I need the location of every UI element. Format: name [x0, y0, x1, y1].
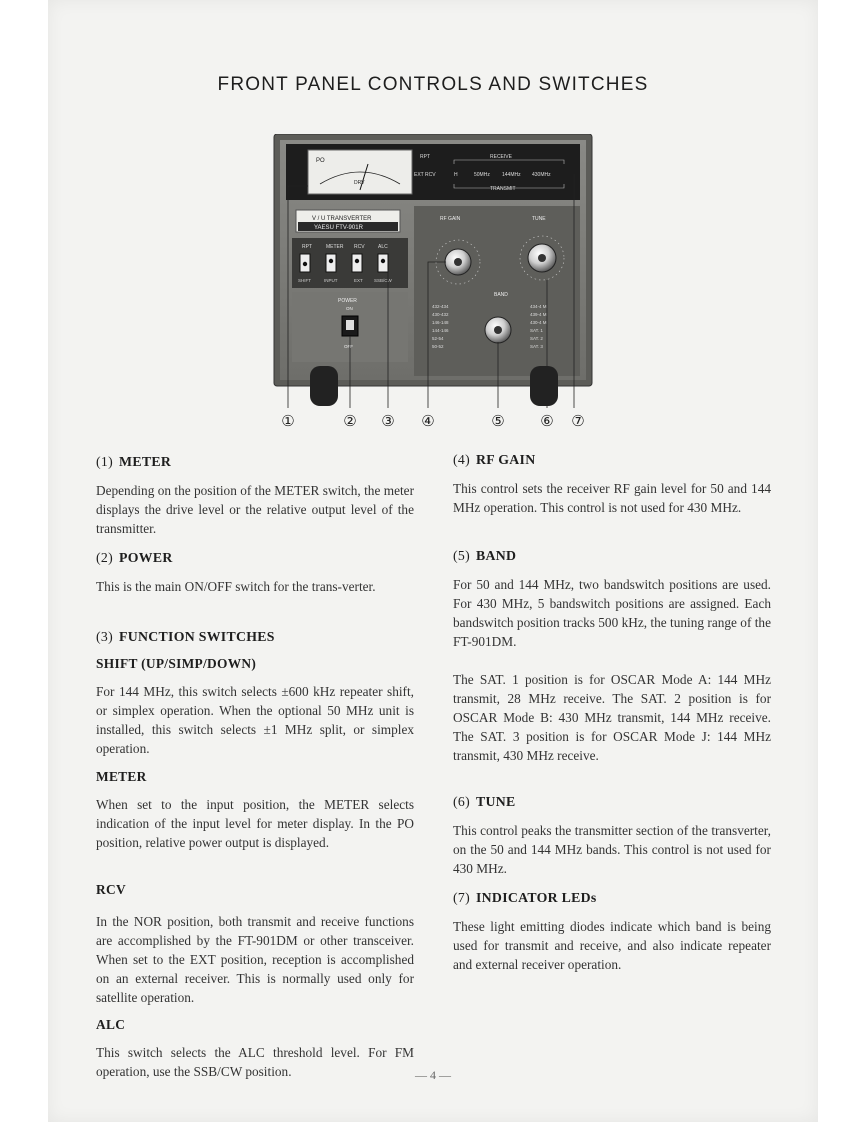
section-4-heading: (4) RF GAIN: [453, 452, 536, 467]
band-left-1: 430-432: [432, 312, 449, 317]
section-indicator-leds: [453, 888, 771, 974]
band-left-0: 432-434: [432, 304, 449, 309]
foot-left: [310, 366, 338, 406]
section-5-heading: (5) BAND: [453, 548, 517, 563]
shift-heading: SHIFT (UP/SIMP/DOWN): [96, 656, 257, 671]
callout-6: ⑥: [540, 412, 554, 430]
band-right-0: 434-4 M: [530, 304, 547, 309]
page-number: — 4 —: [415, 1068, 451, 1082]
section-tune: [453, 792, 771, 878]
callout-2: ②: [343, 412, 357, 430]
callout-3: ③: [381, 412, 395, 430]
section-meter: [96, 452, 414, 538]
band-right-4: SAT. 2: [530, 336, 543, 341]
shift-body: For 144 MHz, this switch selects ±600 kHz repeater shift, or simplex operation. When the optional 50 MHz unit is installed, this switch selects ±1 MHz split, or simplex operation.: [96, 684, 414, 756]
rf-gain-label: RF GAIN: [440, 216, 461, 222]
switch-label-rpt: RPT: [302, 244, 312, 250]
switch-sub-input: INPUT: [324, 278, 338, 283]
band-knob: [485, 317, 511, 343]
ext-rcv-label: EXT RCV: [414, 172, 436, 178]
meter-sub-body: When set to the input position, the METER selects indication of the input level for meter display. In the PO position, relative power output is displayed.: [96, 797, 414, 850]
led-144-label: 144MHz: [502, 172, 521, 178]
led-50-label: 50MHz: [474, 172, 490, 178]
alc-body: This switch selects the ALC threshold level. For FM operation, use the SSB/CW position.: [96, 1045, 414, 1079]
callout-4: ④: [421, 412, 435, 430]
page-title: FRONT PANEL CONTROLS AND SWITCHES: [217, 74, 649, 95]
section-2-heading: (2) POWER: [96, 550, 173, 565]
section-1-heading: (1) METER: [96, 454, 172, 469]
switch-sub-ssbcw: SSB/CW: [374, 278, 392, 283]
band-right-3: SAT. 1: [530, 328, 543, 333]
callout-1: ①: [281, 412, 295, 430]
power-label: POWER: [338, 298, 357, 304]
meter-sub: DRV: [354, 180, 365, 186]
section-band: [453, 546, 771, 765]
rpt-top-label: RPT: [420, 154, 430, 160]
rcv-body: In the NOR position, both transmit and receive functions are accomplished by the FT-901DM or other transceiver. When set to the EXT position, reception is accomplished on an external receiver. This is normally used only for satellite operation.: [96, 914, 414, 1005]
band-label: BAND: [494, 292, 508, 298]
alc-heading: ALC: [96, 1017, 126, 1032]
subsection-rcv: [96, 880, 414, 1007]
section-7-heading: (7) INDICATOR LEDs: [453, 890, 597, 905]
foot-right: [530, 366, 558, 406]
band-right-1: 439-4 M: [530, 312, 547, 317]
transmit-label: TRANSMIT: [490, 186, 516, 192]
led-430-label: 430MHz: [532, 172, 551, 178]
switch-label-alc: ALC: [378, 244, 388, 250]
subsection-meter: [96, 767, 414, 852]
band-left-3: 144-146: [432, 328, 449, 333]
section-function-switches: [96, 627, 414, 758]
switch-sub-ext: EXT: [354, 278, 363, 283]
band-left-5: 50-52: [432, 344, 444, 349]
section-5-body-1: For 50 and 144 MHz, two bandswitch positions are used. For 430 MHz, 5 bandswitch positions are assigned. Each bandswitch position tracks 500 kHz, the tuning range of the FT-901DM.: [453, 577, 771, 649]
power-on-label: ON: [346, 306, 353, 311]
meter-sub-heading: METER: [96, 769, 147, 784]
switch-sub-shift: SHIFT: [298, 278, 311, 283]
callout-numbers: [281, 412, 584, 430]
section-6-body: This control peaks the transmitter section of the transverter, on the 50 and 144 MHz bands. This control is not used for 430 MHz.: [453, 823, 771, 876]
brand-line2: YAESU FTV-901R: [314, 225, 363, 231]
band-left-2: 146-148: [432, 320, 449, 325]
meter-label: PO: [316, 158, 325, 164]
section-6-heading: (6) TUNE: [453, 794, 516, 809]
section-2-body: This is the main ON/OFF switch for the trans-verter.: [96, 579, 376, 594]
power-off-label: OFF: [344, 344, 353, 349]
section-7-body: These light emitting diodes indicate which band is being used for transmit and receive, and also indicate repeater and external receiver operation.: [453, 919, 771, 972]
switch-label-meter: METER: [326, 244, 344, 250]
band-right-2: 430-4 M: [530, 320, 547, 325]
section-4-body: This control sets the receiver RF gain level for 50 and 144 MHz operation. This control is not used for 430 MHz.: [453, 481, 771, 515]
section-3-heading: (3) FUNCTION SWITCHES: [96, 629, 275, 644]
led-h-label: H: [454, 172, 458, 178]
brand-line1: V / U TRANSVERTER: [312, 216, 372, 222]
band-right-5: SAT. 3: [530, 344, 543, 349]
front-panel-figure: [268, 134, 598, 434]
callout-5: ⑤: [491, 412, 505, 430]
rcv-heading: RCV: [96, 882, 126, 897]
receive-label: RECEIVE: [490, 154, 512, 160]
control-panel: [414, 206, 580, 376]
section-5-body-2: The SAT. 1 position is for OSCAR Mode A: 144 MHz transmit, 28 MHz receive. The SAT. 2 position is for OSCAR Mode B: 430 MHz transmit, 144 MHz receive. The SAT. 3 position is for OSCAR Mode J: 144 MHz transmit, 430 MHz receive.: [453, 672, 771, 763]
section-rf-gain: [453, 450, 771, 517]
band-left-4: 52-54: [432, 336, 444, 341]
switch-label-rcv: RCV: [354, 244, 365, 250]
callout-7: ⑦: [571, 412, 585, 430]
section-1-body: Depending on the position of the METER switch, the meter displays the drive level or the relative output level of the transmitter.: [96, 483, 414, 536]
tune-label: TUNE: [532, 216, 546, 222]
section-power: [96, 548, 414, 596]
